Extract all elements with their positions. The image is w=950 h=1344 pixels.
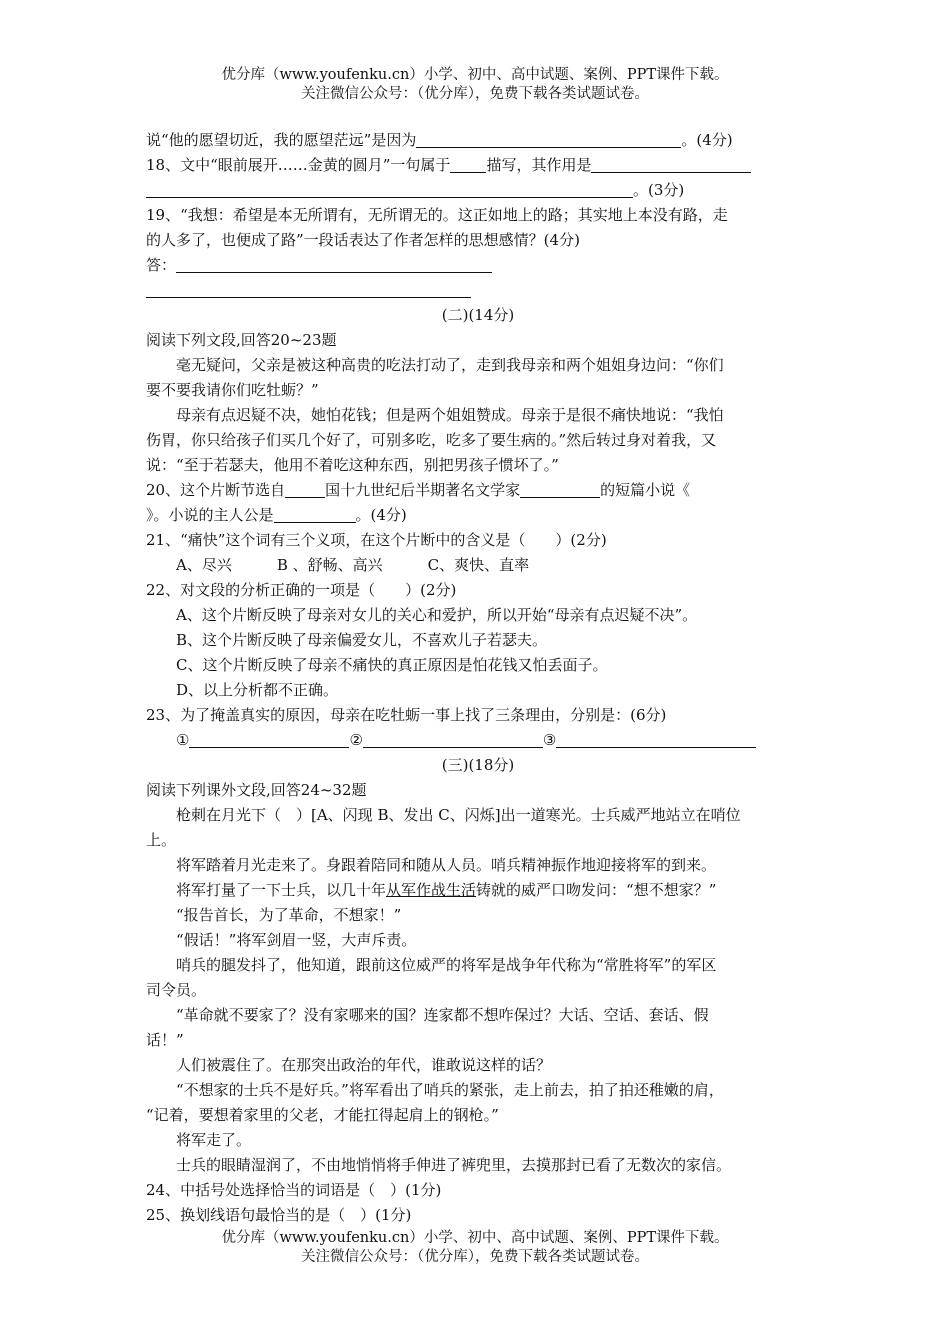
passage-3-para-1-line-2: 上。 [146,831,177,849]
passage-2-para-1-line-1: 毫无疑问，父亲是被这种高贵的吃法打动了，走到我母亲和两个姐姐身边问：“你们 [176,356,724,374]
question-24: 24、中括号处选择恰当的词语是（ ）(1分) [146,1181,442,1199]
answer-blank [274,505,356,523]
question-25: 25、换划线语句最恰当的是（ ）(1分) [146,1206,412,1224]
question-19-line-1: 19、“我想：希望是本无所谓有，无所谓无的。这正如地上的路；其实地上本没有路，走 [146,206,728,224]
passage-3-para-7-line-1: “革命就不要家了？没有家哪来的国？连家都不想咋保过？大话、空话、套话、假 [176,1006,709,1024]
question-22-stem: 22、对文段的分析正确的一项是（ ）(2分) [146,581,457,599]
question-19-answer: 答： [146,253,810,278]
passage-3-para-2: 将军踏着月光走来了。身跟着陪同和随从人员。哨兵精神振作地迎接将军的到来。 [176,856,717,874]
question-18-line-2: 。(3分) [146,178,810,203]
passage-2-para-2-line-2: 伤胃，你只给孩子们买几个好了，可别多吃，吃多了要生病的。”然后转过身对着我，又 [146,431,717,449]
header-line-1: 优分库（www.youfenku.cn）小学、初中、高中试题、案例、PPT课件下载。 [221,67,729,83]
section-3-title: (三)(18分) [441,756,515,774]
header-line-2: 关注微信公众号：（优分库），免费下载各类试题试卷。 [301,86,649,102]
passage-3-para-9-line-1: “不想家的士兵不是好兵。”将军看出了哨兵的紧张，走上前去，拍了拍还稚嫩的肩， [176,1081,724,1099]
passage-3-para-3: 将军打量了一下士兵，以几十年从军作战生活铸就的威严口吻发问：“想不想家？” [176,881,717,899]
question-17-line: 说“他的愿望切近，我的愿望茫远”是因为 。(4分) [146,131,733,149]
footer-line-1: 优分库（www.youfenku.cn）小学、初中、高中试题、案例、PPT课件下载。 [221,1230,729,1246]
question-18-line-1: 18、文中“眼前展开……金黄的圆月”一句属于 描写，其作用是 [146,153,810,178]
answer-blank [450,155,486,173]
passage-3-para-9-line-2: “记着，要想着家里的父老，才能扛得起肩上的钢枪。” [146,1106,499,1124]
question-20-line-2: 》。小说的主人公是 。(4分) [146,506,407,524]
passage-2-para-1-line-2: 要不要我请你们吃牡蛎？” [146,381,319,399]
answer-blank [146,280,471,298]
passage-3-para-6-line-2: 司令员。 [146,981,207,999]
passage-3-para-5: “假话！”将军剑眉一竖，大声斥责。 [176,931,417,949]
answer-blank [416,130,681,148]
passage-2-para-2-line-3: 说：“至于若瑟夫，他用不着吃这种东西，别把男孩子惯坏了。” [146,456,559,474]
passage-3-para-6-line-1: 哨兵的腿发抖了，他知道，跟前这位威严的将军是战争年代称为“常胜将军”的军区 [176,956,717,974]
question-21-options: A、尽兴 B 、舒畅、高兴 C、爽快、直率 [176,556,530,574]
question-22-option-b: B、这个片断反映了母亲偏爱女儿，不喜欢儿子若瑟夫。 [176,631,548,649]
passage-2-para-2-line-1: 母亲有点迟疑不决，她怕花钱；但是两个姐姐赞成。母亲于是很不痛快地说：“我怕 [176,406,724,424]
answer-blank [189,730,349,748]
passage-3-para-1-line-1: 枪刺在月光下（ ）[A、闪现 B、发出 C、闪烁]出一道寒光。士兵威严地站立在哨位 [176,806,741,824]
passage-3-para-8: 人们被震住了。在那突出政治的年代，谁敢说这样的话？ [176,1056,552,1074]
question-21-stem: 21、“痛快”这个词有三个义项，在这个片断中的含义是（ ）(2分) [146,531,607,549]
answer-blank [146,180,633,198]
question-20-line-1: 20、这个片断节选自 国十九世纪后半期著名文学家 的短篇小说《 [146,481,691,499]
answer-blank [591,155,751,173]
section-2-title: (二)(14分) [441,306,515,324]
question-19-line-2: 的人多了，也便成了路”一段话表达了作者怎样的思想感情？(4分) [146,231,580,249]
footer-line-2: 关注微信公众号：（优分库），免费下载各类试题试卷。 [301,1249,649,1265]
page-footer [0,1229,950,1267]
passage-3-para-11: 士兵的眼睛湿润了，不由地悄悄将手伸进了裤兜里，去摸那封已看了无数次的家信。 [176,1156,732,1174]
passage-3-para-4: “报告首长，为了革命，不想家！” [176,906,402,924]
page-header [0,66,950,104]
answer-blank [176,255,492,273]
answer-blank [285,480,325,498]
passage-3-para-10: 将军走了。 [176,1131,252,1149]
passage-3-para-7-line-2: 话！” [146,1031,184,1049]
question-22-option-c: C、这个片断反映了母亲不痛快的真正原因是怕花钱又怕丢面子。 [176,656,608,674]
question-23-stem: 23、为了掩盖真实的原因，母亲在吃牡蛎一事上找了三条理由，分别是：(6分) [146,706,667,724]
exam-content [146,128,810,1228]
answer-blank [556,730,756,748]
question-23-answers: ① ② ③ [146,728,810,753]
section-3-intro: 阅读下列课外文段,回答24~32题 [146,781,367,799]
question-22-option-a: A、这个片断反映了母亲对女儿的关心和爱护，所以开始“母亲有点迟疑不决”。 [176,606,698,624]
underlined-phrase: 从军作战生活 [386,881,477,899]
question-19-answer-line-2 [146,278,810,303]
answer-blank [363,730,543,748]
section-2-intro: 阅读下列文段,回答20~23题 [146,331,337,349]
answer-blank [520,480,600,498]
question-22-option-d: D、以上分析都不正确。 [176,681,339,699]
